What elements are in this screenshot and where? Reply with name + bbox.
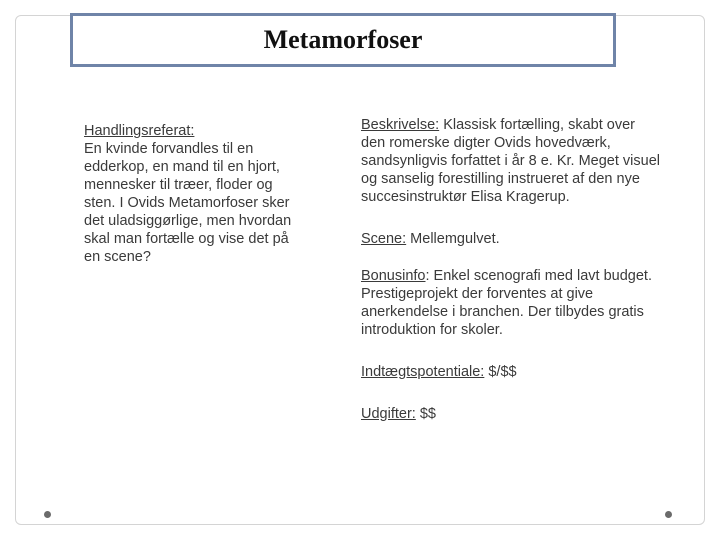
page-title: Metamorfoser	[263, 25, 423, 54]
indtaegtspotentiale-text: $/$$	[484, 364, 517, 380]
udgifter-text: $$	[415, 406, 436, 422]
handlingsreferat-text: En kvinde forvandles til en edderkop, en mand til en hjort, mennesker til træer, floder og sten. I Ovids Metamorfoser sker det uladsiggørlige, men hvordan skal man fortælle og vise det på en scene?	[84, 141, 292, 265]
left-column	[84, 122, 299, 266]
bonusinfo-text: Enkel scenografi med lavt budget. Prestigeprojekt der forventes at give anerkendelse i branchen. Der tilbydes gratis introduktion for skoler.	[361, 268, 652, 338]
scene-text: Mellemgulvet.	[406, 231, 500, 247]
corner-dot-left	[44, 511, 51, 518]
beskrivelse-label: Beskrivelse:	[361, 117, 440, 133]
title-box	[70, 13, 616, 67]
right-column	[361, 116, 661, 447]
scene-paragraph	[361, 230, 661, 248]
handlingsreferat-heading: Handlingsreferat:	[84, 123, 195, 139]
corner-dot-right	[665, 511, 672, 518]
indtaegtspotentiale-paragraph	[361, 363, 661, 381]
bonusinfo-colon: :	[425, 268, 430, 284]
bonusinfo-label: Bonusinfo	[361, 268, 426, 284]
udgifter-paragraph	[361, 405, 661, 423]
bonusinfo-paragraph	[361, 267, 661, 339]
scene-label: Scene:	[361, 231, 407, 247]
udgifter-label: Udgifter:	[361, 406, 416, 422]
beskrivelse-text: Klassisk fortælling, skabt over den romerske digter Ovids hovedværk, sandsynligvis forfattet i år 8 e. Kr. Meget visuel og sanselig forestilling instrueret af den nye succesinstruktør Elisa Kragerup.	[361, 117, 660, 205]
indtaegtspotentiale-label: Indtægtspotentiale:	[361, 364, 485, 380]
beskrivelse-paragraph	[361, 116, 661, 206]
